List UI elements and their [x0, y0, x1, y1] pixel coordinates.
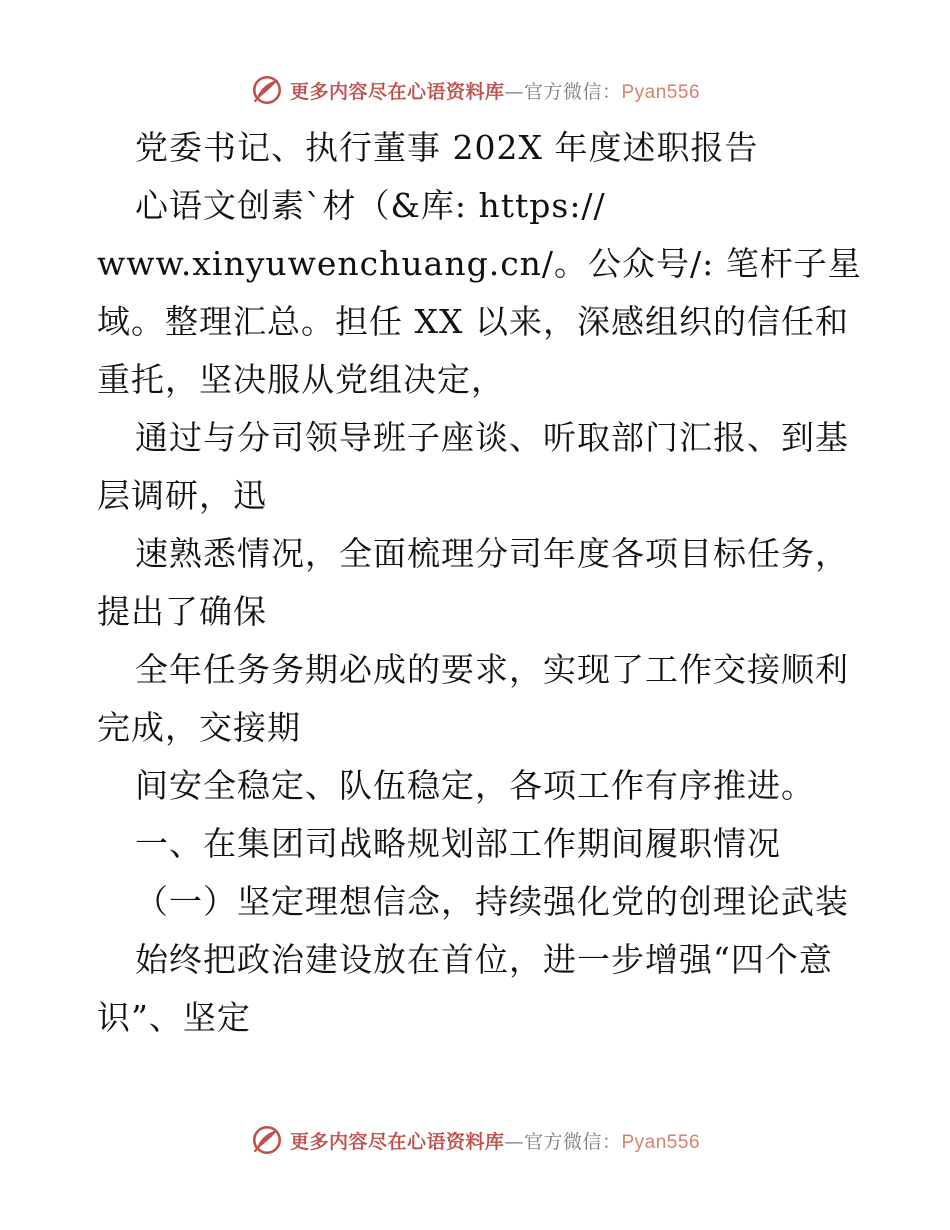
section-heading: 一、在集团司战略规划部工作期间履职情况	[135, 824, 781, 863]
text-line: 识”、坚定	[97, 998, 251, 1037]
watermark-footer	[0, 1120, 950, 1160]
watermark-handle: Pyan556	[621, 1131, 701, 1153]
watermark-text	[290, 77, 700, 104]
text-line: 提出了确保	[97, 592, 267, 631]
pen-logo-icon	[250, 73, 284, 107]
text-line: 完成，交接期	[97, 708, 301, 747]
pen-logo-icon	[250, 1123, 284, 1157]
text-line: 始终把政治建设放在首位，进一步增强“四个意	[135, 940, 833, 979]
text-line: 全年任务务期必成的要求，实现了工作交接顺利	[135, 650, 849, 689]
watermark-header	[0, 70, 950, 110]
text-line: 域。整理汇总。担任 XX 以来，深感组织的信任和	[97, 302, 849, 341]
watermark-label: 官方微信：	[523, 1130, 622, 1153]
subsection-heading: （一）坚定理想信念，持续强化党的创理论武装	[135, 882, 849, 921]
watermark-dash: —	[504, 1130, 524, 1153]
text-line: 重托，坚决服从党组决定，	[97, 360, 505, 399]
watermark-label: 官方微信：	[523, 80, 622, 103]
text-line: 通过与分司领导班子座谈、听取部门汇报、到基	[135, 418, 849, 457]
text-line: 速熟悉情况，全面梳理分司年度各项目标任务，	[135, 534, 849, 573]
text-line: 层调研，迅	[97, 476, 267, 515]
watermark-text	[290, 1127, 700, 1154]
watermark-site-text: 更多内容尽在心语资料库	[289, 80, 505, 103]
text-line: 心语文创素`材（&库: https://	[135, 186, 606, 225]
text-line: 间安全稳定、队伍稳定，各项工作有序推进。	[135, 766, 815, 805]
watermark-dash: —	[504, 80, 524, 103]
watermark-handle: Pyan556	[621, 81, 701, 103]
document-title: 党委书记、执行董事 202X 年度述职报告	[135, 128, 759, 167]
text-line: www.xinyuwenchuang.cn/。公众号/: 笔杆子星	[97, 244, 862, 283]
watermark-site-text: 更多内容尽在心语资料库	[289, 1130, 505, 1153]
